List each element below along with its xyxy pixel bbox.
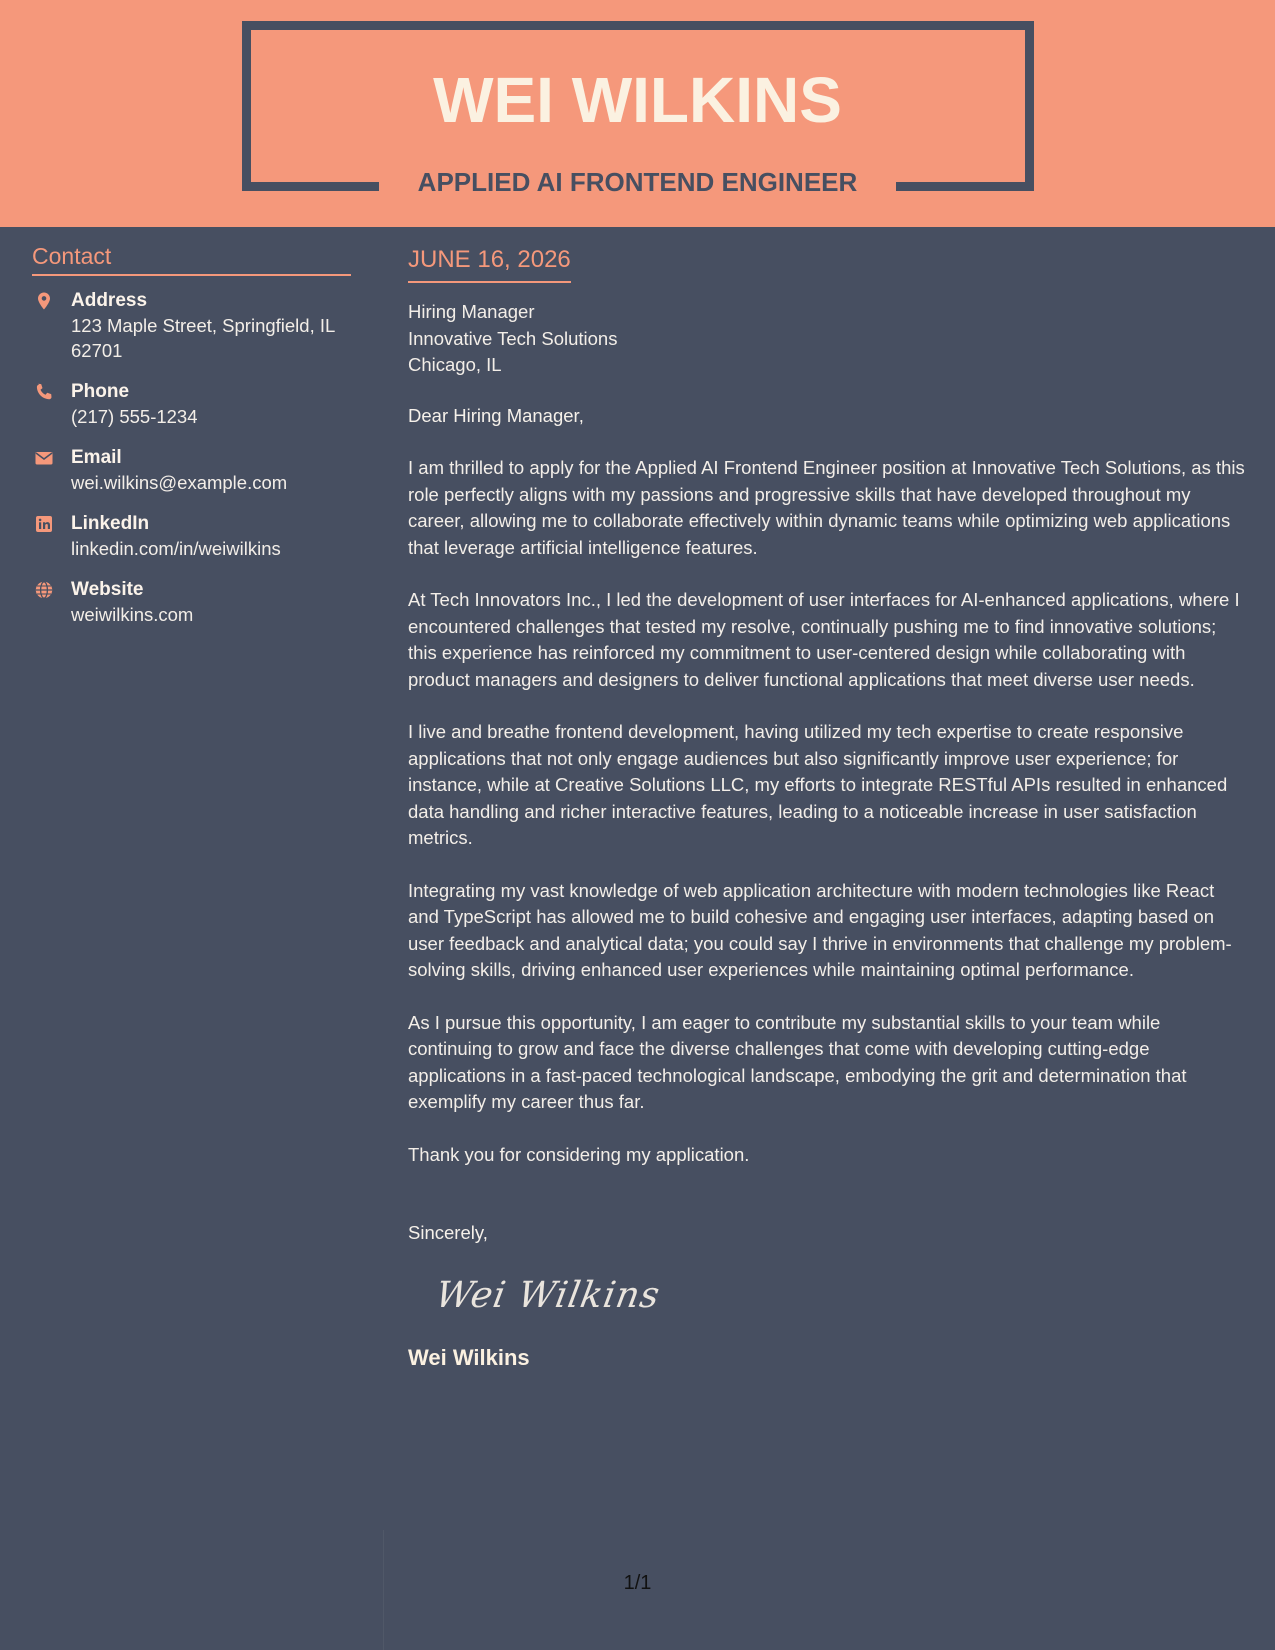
linkedin-icon <box>34 514 54 534</box>
contact-heading: Contact <box>32 240 351 276</box>
contact-value: 123 Maple Street, Springfield, IL 62701 <box>71 315 335 361</box>
contact-label: LinkedIn <box>71 513 150 534</box>
job-title: APPLIED AI FRONTEND ENGINEER <box>417 167 858 197</box>
contact-linkedin <box>32 511 351 561</box>
recipient-location: Chicago, IL <box>408 354 502 375</box>
contact-sidebar <box>32 240 351 643</box>
recipient-title: Hiring Manager <box>408 301 535 322</box>
contact-address <box>32 288 351 363</box>
signer-name: Wei Wilkins <box>408 1344 530 1370</box>
salutation: Dear Hiring Manager, <box>408 404 584 426</box>
candidate-name: WEI WILKINS <box>433 64 842 136</box>
letter-paragraph: I am thrilled to apply for the Applied AI Frontend Engineer position at Innovative Tech Solutions, as this role perfectly aligns with my passions and progressive skills that have developed throughout my career, allowing me to collaborate effectively within dynamic teams while optimizing web applications that leverage artificial intelligence features. <box>408 457 1245 558</box>
contact-website <box>32 577 351 627</box>
page-number: 1/1 <box>623 1572 652 1594</box>
signature-image <box>432 1271 1248 1331</box>
contact-label: Email <box>71 447 122 468</box>
contact-value: linkedin.com/in/weiwilkins <box>71 538 281 559</box>
map-pin-icon <box>34 291 54 311</box>
header-banner <box>0 0 1275 227</box>
contact-value: wei.wilkins@example.com <box>71 472 288 493</box>
letter-closing: Sincerely, <box>408 1222 488 1243</box>
contact-label: Address <box>71 290 148 311</box>
letter-paragraph: At Tech Innovators Inc., I led the development of user interfaces for AI-enhanced applications, where I encountered challenges that tested my resolve, continually pushing me to find innovative solutions; this experience has reinforced my commitment to user-centered design while collaborating with product managers and designers to deliver functional applications that meet diverse user needs. <box>408 589 1240 690</box>
contact-value: weiwilkins.com <box>71 604 194 625</box>
contact-phone <box>32 379 351 429</box>
letter-paragraph: I live and breathe frontend development, having utilized my tech expertise to create responsive applications that not only engage audiences but also significantly improve user experience; for instance, while at Creative Solutions LLC, my efforts to integrate RESTful APIs resulted in enhanced data handling and richer interactive features, leading to a noticeable increase in user satisfaction metrics. <box>408 721 1228 848</box>
letter-paragraph: Integrating my vast knowledge of web application architecture with modern technologies like React and TypeScript has allowed me to build cohesive and engaging user interfaces, adapting based on user feedback and analytical data; you could say I thrive in environments that challenge my problem-solving skills, driving enhanced user experiences while maintaining optimal performance. <box>408 879 1232 980</box>
letter-paragraph: Thank you for considering my application. <box>408 1143 750 1165</box>
contact-label: Phone <box>71 381 130 402</box>
letter-paragraph: As I pursue this opportunity, I am eager to contribute my substantial skills to your team while continuing to grow and face the diverse challenges that come with developing cutting-edge applications in a fast-paced technological landscape, embodying the grit and determination that exemplify my career thus far. <box>408 1011 1187 1112</box>
recipient-block <box>408 299 1248 379</box>
letter-date: JUNE 16, 2026 <box>408 243 571 283</box>
envelope-icon <box>34 448 54 468</box>
contact-label: Website <box>71 579 144 600</box>
recipient-company: Innovative Tech Solutions <box>408 327 618 349</box>
letter-body <box>408 243 1248 1373</box>
contact-email <box>32 445 351 495</box>
phone-icon <box>34 382 54 402</box>
handwritten-signature: Wei Wilkins <box>432 1274 664 1316</box>
globe-icon <box>34 580 54 600</box>
contact-value: (217) 555-1234 <box>71 406 198 427</box>
